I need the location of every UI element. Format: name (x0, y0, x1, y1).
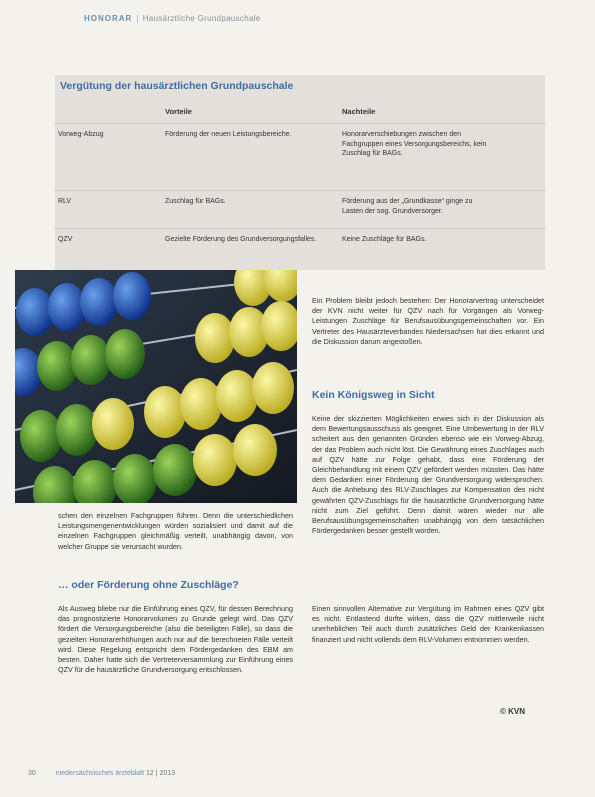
abacus-photo (15, 270, 297, 503)
row-label: QZV (58, 236, 73, 243)
header-separator: | (136, 14, 139, 23)
publication-name: niedersächsisches ärzteblatt (55, 770, 145, 777)
row-con: Honorarverschiebungen zwischen den Fachgruppen eines Versorgungsbereichs, kein Zuschlag für BAGs. (342, 131, 487, 157)
right-subheading: Kein Königsweg in Sicht (312, 389, 435, 401)
left-paragraph-2: Als Ausweg bliebe nur die Einführung eines QZV, für dessen Berechnung das prognostizierte Honorarvolumen zu Grunde gelegt wird. Das QZV fördert die Versorgungsbereiche (also die beteiligten Fälle), so dass die gezielten Honorarerhöhungen auch nur auf die berechneten Fälle verteilt wird. Diese Regelung entspricht dem Fördergedanken des EBM am besten. Daher hatte sich die Vertreterversammlung zur Einführung eines QZV für die hausärztliche Grundversorgung entschlossen. (58, 604, 293, 675)
issue-number: 12 | 2013 (146, 770, 176, 777)
page-footer (28, 770, 175, 777)
right-paragraph-3: Einen sinnvollen Alternative zur Vergütung im Rahmen eines QZV gibt es nicht. Entlastend dürfte wirken, dass die QZV mittlerweile nicht unerheblichen Teil auch durch zusätzliches Geld der Krankenkassen finanziert und nicht vollends dem RLV-Volumen entnommen werden. (312, 604, 544, 644)
col-header-pro: Vorteile (165, 107, 192, 116)
table-divider (55, 190, 545, 191)
row-pro: Zuschlag für BAGs. (165, 198, 226, 205)
running-header (84, 14, 261, 23)
row-label: RLV (58, 198, 72, 205)
row-label: Vorweg-Abzug (58, 131, 104, 138)
left-subheading: … oder Förderung ohne Zuschläge? (58, 579, 239, 591)
photo-credit: © KVN (500, 707, 526, 716)
table-divider (55, 228, 545, 229)
right-paragraph-2: Keine der skizzierten Möglichkeiten erwies sich in der Diskussion als dem Bewertungsausschuss als geeignet. Eine Umbewertung in der RLV scheitert aus den genannten Gründen ebenso wie ein Vorweg-Abzug, der das Problem auch nicht löst. Die Gewährung eines Zuschlages auch auf QZV hätte zur Folge gehabt, dass eine Förderung der Gleichbehandlung mit einem QZV gefördert werden müssten. Das hätte dem Gedanken einer Förderung der Grundversorgung widersprochen. Auch die Anhebung des RLV-Zuschlages zur Kompensation des nicht gewährten QZV-Zuschlags für die hausärztliche Grundversorgung hätte nicht zum Ziel geführt. Denn damit wären wieder nur alle Berufsausübungsgemeinschaften unabhängig von dem tatsächlichen Fördergedanken besser gestellt worden. (312, 414, 544, 536)
left-paragraph-1: schen den einzelnen Fachgruppen führen. Denn die unterschiedlichen Leistungsmengenentwicklungen würden sozialisiert und damit auf die einzelnen Fachgruppen gleichmäßig verteilt, unabhängig davon, von welcher Gruppe sie verursacht wurden. (58, 511, 293, 551)
row-con: Keine Zuschläge für BAGs. (342, 236, 427, 243)
info-box-title: Vergütung der hausärztlichen Grundpauschale (60, 80, 294, 92)
right-paragraph-1: Ein Problem bleibt jedoch bestehen: Der Honorarvertrag unterscheidet der KVN nicht weiter für QZV nach für Vorgängen als Vorweg-Leistungen Zuschläge für Berufsausübungsgemeinschaften vor. Ein Vertreter des Hausärzteverbandes Niedersachsen hat dies erkannt und die Diskussion darum angestoßen. (312, 296, 544, 346)
row-pro: Gezielte Förderung des Grundversorgungsfalles. (165, 236, 317, 243)
page-number: 30 (28, 770, 36, 777)
row-pro: Förderung der neuen Leistungsbereiche. (165, 131, 292, 138)
header-title: Hausärztliche Grundpauschale (142, 14, 261, 23)
row-con: Förderung aus der „Grundkasse“ ginge zu Lasten der sog. Grundversorger. (342, 198, 473, 215)
section-label: HONORAR (84, 14, 133, 23)
col-header-con: Nachteile (342, 107, 376, 116)
table-divider (55, 123, 545, 124)
